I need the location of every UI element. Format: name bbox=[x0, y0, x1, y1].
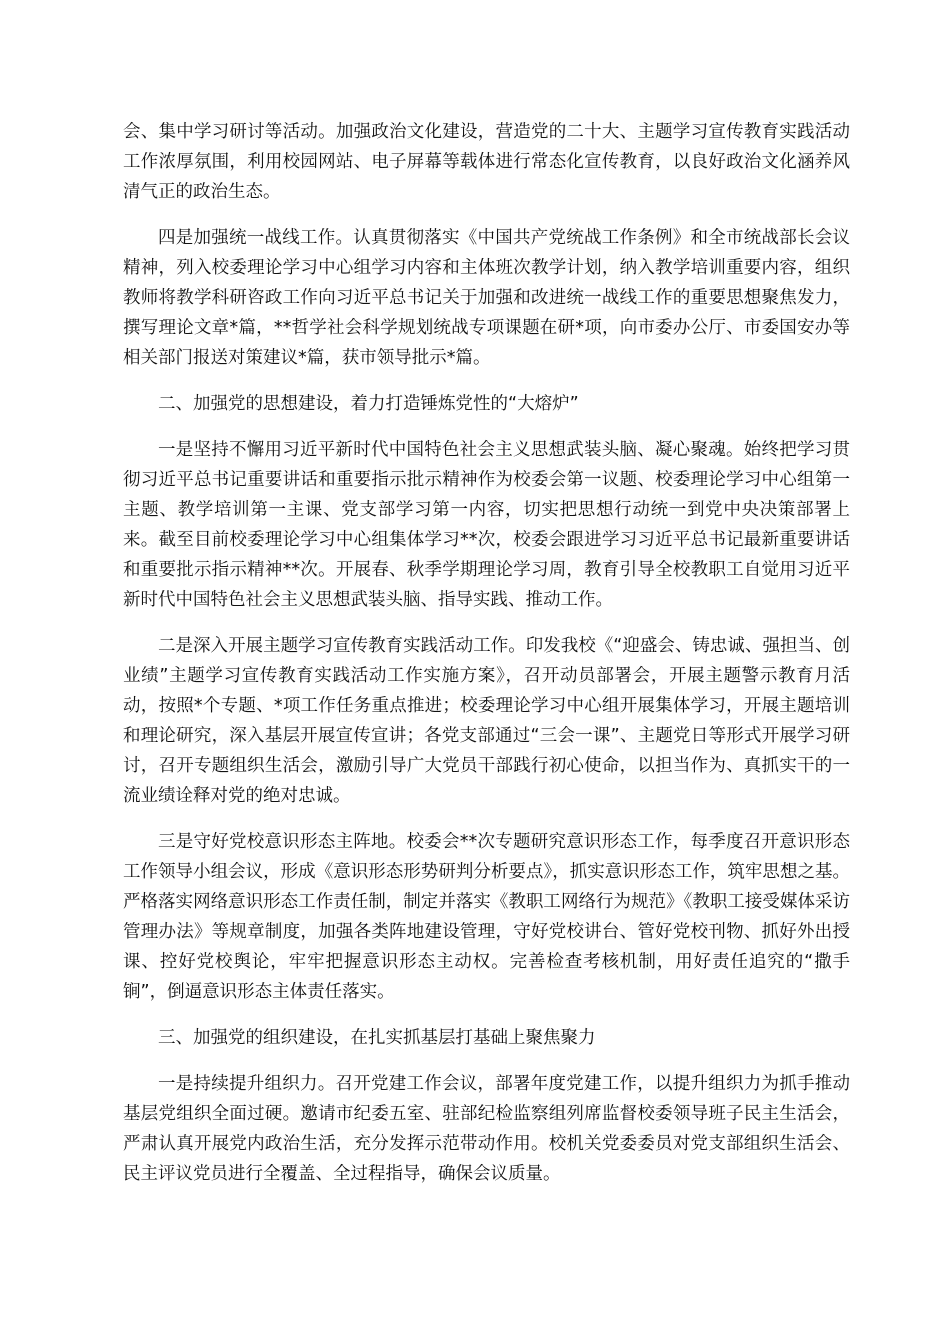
paragraph-ideology-position: 三是守好党校意识形态主阵地。校委会**次专题研究意识形态工作，每季度召开意识形态工作领导小组会议，形成《意识形态形势研判分析要点》，抓实意识形态工作，筑牢思想之基。严格落实网络意识形态工作责任制，制定并落实《教职工网络行为规范》《教职工接受媒体采访管理办法》等规章制度，加强各类阵地建设管理，守好党校讲台、管好党校刊物、抓好外出授课、控好党校舆论，牢牢把握意识形态主动权。完善检查考核机制，用好责任追究的“撒手锏”，倒逼意识形态主体责任落实。 bbox=[123, 832, 850, 1002]
section-heading-organizational: 三、加强党的组织建设，在扎实抓基层打基础上聚焦聚力 bbox=[158, 1028, 596, 1048]
paragraph-united-front: 四是加强统一战线工作。认真贯彻落实《中国共产党统战工作条例》和全市统战部长会议精神，列入校委理论学习中心组学习内容和主体班次教学计划，纳入教学培训重要内容，组织教师将教学科研咨政工作向习近平总书记关于加强和改进统一战线工作的重要思想聚焦发力，撰写理论文章*篇，**哲学社会科学规划统战专项课题在研*项，向市委办公厅、市委国安办等相关部门报送对策建议*篇，获市领导批示*篇。 bbox=[123, 228, 850, 368]
paragraph-continuation: 会、集中学习研讨等活动。加强政治文化建设，营造党的二十大、主题学习宣传教育实践活动工作浓厚氛围，利用校园网站、电子屏幕等载体进行常态化宣传教育，以良好政治文化涵养风清气正的政治生态。 bbox=[123, 122, 850, 202]
paragraph-thought-armament: 一是坚持不懈用习近平新时代中国特色社会主义思想武装头脑、凝心聚魂。始终把学习贯彻习近平总书记重要讲话和重要指示批示精神作为校委会第一议题、校委理论学习中心组第一主题、教学培训第一主课、党支部学习第一内容，切实把思想行动统一到党中央决策部署上来。截至目前校委理论学习中心组集体学习**次，校委会跟进学习习近平总书记最新重要讲话和重要批示指示精神**次。开展春、秋季学期理论学习周，教育引导全校教职工自觉用习近平新时代中国特色社会主义思想武装头脑、指导实践、推动工作。 bbox=[123, 440, 850, 610]
paragraph-theme-education: 二是深入开展主题学习宣传教育实践活动工作。印发我校《“迎盛会、铸忠诚、强担当、创业绩”主题学习宣传教育实践活动工作实施方案》，召开动员部署会，开展主题警示教育月活动，按照*个专题、*项工作任务重点推进；校委理论学习中心组开展集体学习，开展主题培训和理论研究，深入基层开展宣传宣讲；各党支部通过“三会一课”、主题党日等形式开展学习研讨，召开专题组织生活会，激励引导广大党员干部践行初心使命，以担当作为、真抓实干的一流业绩诠释对党的绝对忠诚。 bbox=[123, 636, 850, 806]
document-body bbox=[123, 117, 850, 1205]
paragraph-organizational-power: 一是持续提升组织力。召开党建工作会议，部署年度党建工作，以提升组织力为抓手推动基层党组织全面过硬。邀请市纪委五室、驻部纪检监察组列席监督校委领导班子民主生活会，严肃认真开展党内政治生活，充分发挥示范带动作用。校机关党委委员对党支部组织生活会、民主评议党员进行全覆盖、全过程指导，确保会议质量。 bbox=[123, 1074, 850, 1184]
section-heading-ideological: 二、加强党的思想建设，着力打造锤炼党性的“大熔炉” bbox=[158, 394, 579, 414]
